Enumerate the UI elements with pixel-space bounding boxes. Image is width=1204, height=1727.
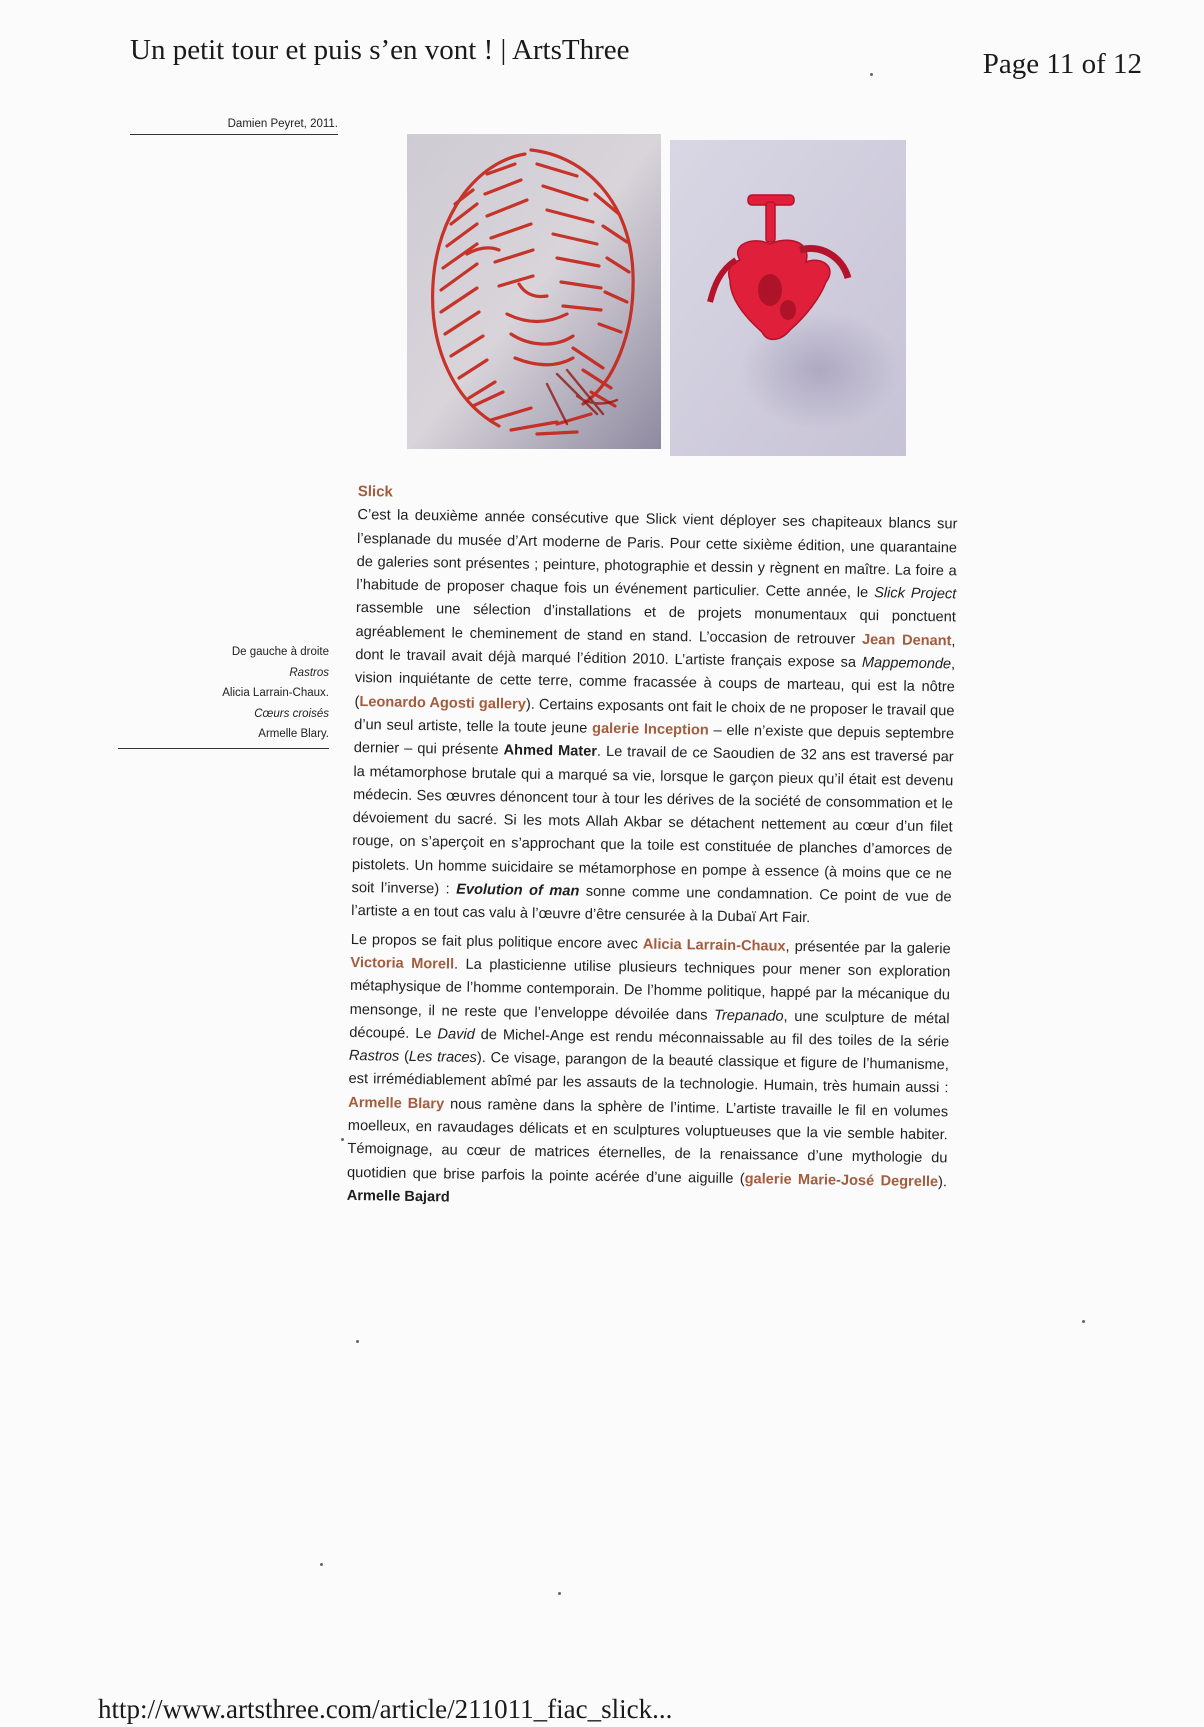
image-caption (118, 642, 329, 749)
footer-url[interactable]: http://www.artsthree.com/article/211011_fiac_slick... (98, 1694, 673, 1724)
work-title-mappemonde: Mappemonde (861, 655, 952, 673)
scan-speck (320, 1563, 323, 1566)
artwork-image-coeurs-croises (670, 140, 906, 456)
text-span: ). Ce visage, parangon de la beauté classique et figure de l’humanisme, est irrémédiablement abîmé par les assauts de la technologie. Humain, très humain aussi : (348, 1050, 950, 1097)
link-armelle-blary[interactable]: Armelle Blary (348, 1094, 445, 1113)
caption-work-coeurs-croises: Cœurs croisés (254, 707, 329, 720)
caption-direction: De gauche à droite (231, 646, 329, 658)
text-span: , une sculpture de métal découpé. Le (349, 1008, 950, 1043)
work-title-les-traces: Les traces (408, 1048, 478, 1067)
text-span: . Le travail de ce Saoudien de 32 ans est traversé par la métamorphose brutale qui a marqué sa vie, lorsque le garçon pieux qu’il était est devenu médecin. Ses œuvres dénoncent tour à tour les dérives de la société de consommation et le dévoiement du sacré. Si les mots Allah Akbar se détachent nettement au cœur d’un filet rouge, on s’aperçoit en s’approchant que la toile est constituée de planches d’amorces de pistolets. Un homme suicidaire se métamorphose en pompe à essence (à moins que ce ne soit l’inverse) : (351, 744, 954, 898)
link-leonardo-agosti-gallery[interactable]: Leonardo Agosti gallery (359, 693, 527, 713)
text-span: nous ramène dans la sphère de l’intime. L’artiste travaille le fil en volumes moelleux, en ravaudages délicats et en sculptures voluptueuses que la vie semble habiter. Témoignage, au cœur de matrices éternelles, de la renaissance d’une mythologie du quotidien que brise parfois la pointe acérée d’une aiguille ( (346, 1096, 949, 1187)
link-jean-denant[interactable]: Jean Denant (861, 631, 952, 650)
work-title-slick-project: Slick Project (874, 585, 957, 603)
link-victoria-morell[interactable]: Victoria Morell (350, 954, 455, 973)
text-span: C’est la deuxième année consécutive que Slick vient déployer ses chapiteaux blancs sur l’esplanade du musée d’Art moderne de Paris. Pour cette sixième édition, une quarantaine de galeries sont présentes ; peinture, photographie et dessin y règnent en maître. La foire a l’habitude de proposer chaque fois un événement particulier. Cette année, le (356, 507, 958, 602)
page-number: Page 11 of 12 (982, 48, 1142, 80)
text-span: ( (399, 1048, 409, 1065)
work-title-rastros: Rastros (348, 1048, 400, 1065)
link-galerie-marie-jose-degrelle[interactable]: galerie Marie-José Degrelle (744, 1170, 939, 1190)
article-paragraph-1 (351, 504, 958, 933)
text-span: , vision inquiétante de cette terre, comme fracassée à coups de marteau, qui est la nôtre ( (354, 656, 956, 710)
caption-artist-armelle: Armelle Blary. (258, 728, 329, 740)
text-span: . La plasticienne utilise plusieurs techniques pour mener son exploration métaphysique de l’homme contemporain. De l’homme politique, happé par la mécanique du mensonge, il ne reste que l’enveloppe dévoilée dans (349, 956, 951, 1024)
red-line-drawing-icon (407, 134, 661, 449)
artist-ahmed-mater: Ahmed Mater (503, 742, 598, 761)
work-title-trepanado: Trepanado (713, 1007, 784, 1025)
red-sculpture-icon (670, 140, 906, 456)
scan-speck (356, 1340, 359, 1343)
text-span: Le propos se fait plus politique encore avec (350, 931, 643, 953)
text-span: rassemble une sélection d’installations et de projets monumentaux qui ponctuent agréablement le cheminement de stand en stand. L’occasion de retrouver (355, 600, 957, 648)
caption-artist-alicia: Alicia Larrain-Chaux. (222, 687, 329, 699)
text-span: ). (938, 1173, 948, 1190)
artwork-image-rastros (407, 134, 661, 449)
link-alicia-larrain-chaux[interactable]: Alicia Larrain-Chaux (642, 936, 786, 955)
article-paragraph-2 (347, 929, 951, 1218)
caption-work-rastros: Rastros (289, 666, 329, 679)
work-title-david: David (437, 1026, 475, 1043)
article-heading: Slick (357, 482, 393, 501)
scan-speck (558, 1592, 561, 1595)
text-span: , présentée par la galerie (785, 938, 951, 958)
text-span: – elle n’existe que depuis septembre dernier – qui présente (353, 722, 955, 759)
scan-speck (1082, 1320, 1085, 1323)
article-body (347, 480, 958, 1218)
text-span: , dont le travail avait déjà marqué l’édition 2010. L’artiste français expose sa (355, 633, 956, 672)
text-span: de Michel-Ange est rendu méconnaissable au fil des toiles de la série (474, 1026, 950, 1051)
text-span: ). Certains exposants ont fait le choix de ne proposer le travail que d’un seul artiste, telle la toute jeune (354, 696, 955, 737)
scan-speck (341, 1138, 344, 1141)
page-title: Un petit tour et puis s’en vont ! | ArtsThree (130, 34, 630, 66)
work-title-evolution-of-man: Evolution of man (456, 881, 580, 900)
link-galerie-inception[interactable]: galerie Inception (591, 720, 709, 739)
scan-speck (870, 73, 873, 76)
article-author: Armelle Bajard (346, 1187, 450, 1206)
text-span: sonne comme une condamnation. Ce point de vue de l’artiste a en tout cas valu à l’œuvre d’être censurée à la Dubaï Art Fair. (351, 883, 952, 927)
photo-credit: Damien Peyret, 2011. (130, 118, 338, 135)
